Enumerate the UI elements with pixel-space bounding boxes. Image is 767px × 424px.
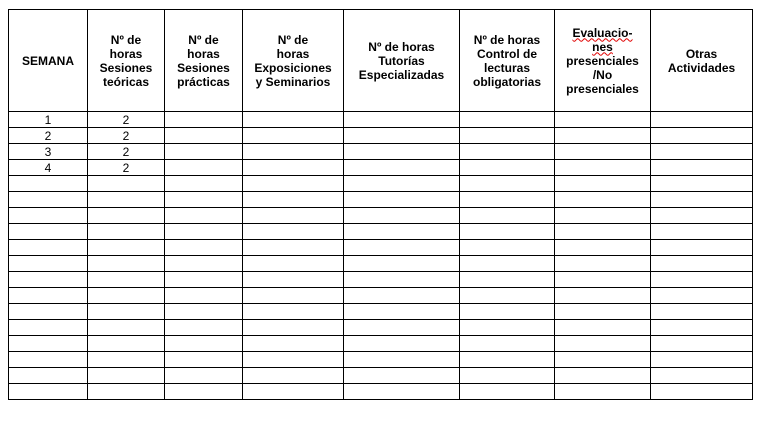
table-cell-tutorias: [344, 272, 460, 288]
column-header-teoricas: [88, 10, 165, 112]
table-cell-lecturas: [460, 144, 555, 160]
column-header-line: Tutorías: [378, 53, 425, 68]
table-cell-evaluaciones: [555, 368, 651, 384]
table-cell-teoricas: [88, 368, 165, 384]
table-cell-teoricas: 2: [88, 112, 165, 128]
column-header-line: Actividades: [667, 60, 736, 75]
table-cell-otras: [651, 160, 753, 176]
table-cell-otras: [651, 304, 753, 320]
table-cell-exposiciones: [243, 272, 344, 288]
table-cell-evaluaciones: [555, 208, 651, 224]
column-header-line: Nº de: [110, 32, 142, 47]
table-cell-otras: [651, 288, 753, 304]
table-row: [9, 192, 753, 208]
table-cell-otras: [651, 128, 753, 144]
table-cell-exposiciones: [243, 240, 344, 256]
table-row: [9, 368, 753, 384]
column-header-otras: [651, 10, 753, 112]
table-row: [9, 352, 753, 368]
column-header-line: Nº de horas: [473, 32, 541, 47]
table-cell-evaluaciones: [555, 144, 651, 160]
column-header-line: Especializadas: [358, 67, 445, 82]
table-cell-semana: [9, 272, 88, 288]
table-cell-tutorias: [344, 176, 460, 192]
table-cell-semana: [9, 304, 88, 320]
column-header-line: Exposiciones: [254, 60, 332, 75]
table-cell-lecturas: [460, 240, 555, 256]
table-cell-evaluaciones: [555, 304, 651, 320]
table-cell-tutorias: [344, 112, 460, 128]
table-cell-practicas: [165, 304, 243, 320]
table-cell-evaluaciones: [555, 272, 651, 288]
table-cell-tutorias: [344, 384, 460, 400]
table-cell-teoricas: [88, 384, 165, 400]
column-header-line: lecturas: [483, 60, 531, 75]
table-cell-tutorias: [344, 368, 460, 384]
column-header-lecturas: [460, 10, 555, 112]
table-cell-lecturas: [460, 304, 555, 320]
table-cell-tutorias: [344, 160, 460, 176]
table-cell-exposiciones: [243, 368, 344, 384]
table-cell-exposiciones: [243, 208, 344, 224]
table-cell-tutorias: [344, 224, 460, 240]
table-cell-semana: [9, 224, 88, 240]
table-cell-teoricas: [88, 288, 165, 304]
table-cell-semana: [9, 288, 88, 304]
table-row: [9, 224, 753, 240]
table-cell-practicas: [165, 160, 243, 176]
table-cell-semana: 2: [9, 128, 88, 144]
column-header-line: Evaluacio-: [572, 25, 633, 40]
table-cell-lecturas: [460, 160, 555, 176]
table-cell-semana: [9, 352, 88, 368]
table-cell-practicas: [165, 384, 243, 400]
table-cell-lecturas: [460, 256, 555, 272]
table-cell-practicas: [165, 176, 243, 192]
table-cell-exposiciones: [243, 192, 344, 208]
table-cell-practicas: [165, 368, 243, 384]
column-header-semana: [9, 10, 88, 112]
table-cell-tutorias: [344, 240, 460, 256]
column-header-line: y Seminarios: [255, 74, 331, 89]
table-cell-practicas: [165, 128, 243, 144]
table-cell-lecturas: [460, 128, 555, 144]
table-cell-practicas: [165, 112, 243, 128]
table-cell-teoricas: [88, 208, 165, 224]
table-cell-teoricas: [88, 176, 165, 192]
table-cell-tutorias: [344, 288, 460, 304]
table-cell-lecturas: [460, 384, 555, 400]
table-row: [9, 176, 753, 192]
table-cell-evaluaciones: [555, 176, 651, 192]
table-row: [9, 112, 753, 128]
table-cell-teoricas: [88, 224, 165, 240]
column-header-line: Sesiones: [99, 60, 153, 75]
table-row: [9, 304, 753, 320]
table-cell-otras: [651, 208, 753, 224]
table-cell-exposiciones: [243, 384, 344, 400]
column-header-line: /No: [592, 67, 613, 82]
table-cell-otras: [651, 272, 753, 288]
column-header-line: nes: [592, 39, 613, 54]
table-cell-tutorias: [344, 128, 460, 144]
table-cell-lecturas: [460, 352, 555, 368]
table-cell-lecturas: [460, 224, 555, 240]
column-header-line: presenciales: [566, 53, 639, 68]
table-cell-teoricas: [88, 320, 165, 336]
column-header-line: presenciales: [566, 81, 639, 96]
table-cell-tutorias: [344, 352, 460, 368]
table-cell-evaluaciones: [555, 384, 651, 400]
table-cell-lecturas: [460, 368, 555, 384]
table-cell-practicas: [165, 192, 243, 208]
table-header-row: [9, 10, 753, 112]
table-cell-practicas: [165, 144, 243, 160]
table-cell-exposiciones: [243, 144, 344, 160]
table-cell-evaluaciones: [555, 160, 651, 176]
table-cell-teoricas: [88, 192, 165, 208]
table-cell-lecturas: [460, 272, 555, 288]
table-cell-otras: [651, 336, 753, 352]
column-header-exposiciones: [243, 10, 344, 112]
column-header-line: Control de: [477, 46, 537, 61]
table-cell-exposiciones: [243, 336, 344, 352]
table-row: [9, 256, 753, 272]
table-cell-exposiciones: [243, 160, 344, 176]
table-cell-semana: [9, 208, 88, 224]
table-cell-evaluaciones: [555, 288, 651, 304]
column-header-line: prácticas: [177, 74, 230, 89]
column-header-line: Nº de horas: [368, 39, 435, 54]
table-cell-teoricas: [88, 304, 165, 320]
table-cell-exposiciones: [243, 320, 344, 336]
table-cell-otras: [651, 320, 753, 336]
table-cell-otras: [651, 176, 753, 192]
table-cell-otras: [651, 192, 753, 208]
table-row: [9, 160, 753, 176]
table-cell-semana: [9, 176, 88, 192]
table-cell-practicas: [165, 208, 243, 224]
table-cell-teoricas: [88, 352, 165, 368]
table-row: [9, 320, 753, 336]
table-cell-semana: [9, 368, 88, 384]
table-cell-tutorias: [344, 320, 460, 336]
column-header-line: obligatorias: [472, 74, 541, 89]
table-body: [9, 112, 753, 400]
table-cell-otras: [651, 384, 753, 400]
table-cell-tutorias: [344, 144, 460, 160]
table-cell-semana: [9, 320, 88, 336]
table-cell-exposiciones: [243, 112, 344, 128]
table-cell-lecturas: [460, 112, 555, 128]
column-header-line: Nº de: [277, 32, 309, 47]
table-cell-evaluaciones: [555, 240, 651, 256]
table-cell-evaluaciones: [555, 336, 651, 352]
table-row: [9, 208, 753, 224]
table-cell-otras: [651, 352, 753, 368]
table-row: [9, 384, 753, 400]
column-header-line: Sesiones: [177, 60, 230, 75]
table-cell-semana: [9, 240, 88, 256]
table-cell-teoricas: [88, 240, 165, 256]
column-header-line: Nº de: [188, 32, 219, 47]
table-cell-otras: [651, 144, 753, 160]
table-cell-semana: [9, 256, 88, 272]
table-cell-lecturas: [460, 288, 555, 304]
table-cell-semana: [9, 336, 88, 352]
table-cell-exposiciones: [243, 256, 344, 272]
table-cell-teoricas: [88, 256, 165, 272]
column-header-line: teóricas: [102, 74, 150, 89]
table-cell-exposiciones: [243, 128, 344, 144]
table-cell-exposiciones: [243, 224, 344, 240]
table-cell-exposiciones: [243, 176, 344, 192]
table-cell-otras: [651, 112, 753, 128]
table-cell-practicas: [165, 320, 243, 336]
table-cell-teoricas: [88, 336, 165, 352]
table-cell-lecturas: [460, 176, 555, 192]
table-cell-evaluaciones: [555, 320, 651, 336]
table-row: [9, 128, 753, 144]
table-cell-teoricas: [88, 272, 165, 288]
column-header-evaluaciones: [555, 10, 651, 112]
weekly-hours-table: [8, 9, 753, 400]
table-cell-practicas: [165, 272, 243, 288]
table-cell-exposiciones: [243, 304, 344, 320]
column-header-tutorias: [344, 10, 460, 112]
table-cell-lecturas: [460, 336, 555, 352]
table-cell-evaluaciones: [555, 192, 651, 208]
table-cell-otras: [651, 368, 753, 384]
column-header-practicas: [165, 10, 243, 112]
table-cell-teoricas: 2: [88, 144, 165, 160]
table-row: [9, 272, 753, 288]
table-cell-evaluaciones: [555, 128, 651, 144]
table-cell-semana: [9, 192, 88, 208]
table-cell-lecturas: [460, 208, 555, 224]
table-cell-otras: [651, 224, 753, 240]
table-cell-teoricas: 2: [88, 160, 165, 176]
table-cell-otras: [651, 240, 753, 256]
table-row: [9, 288, 753, 304]
table-cell-semana: 1: [9, 112, 88, 128]
table-cell-otras: [651, 256, 753, 272]
table-cell-practicas: [165, 352, 243, 368]
table-cell-exposiciones: [243, 288, 344, 304]
table-cell-practicas: [165, 336, 243, 352]
table-cell-evaluaciones: [555, 256, 651, 272]
table-cell-semana: 3: [9, 144, 88, 160]
table-cell-tutorias: [344, 336, 460, 352]
table-cell-tutorias: [344, 256, 460, 272]
table-cell-teoricas: 2: [88, 128, 165, 144]
table-cell-semana: 4: [9, 160, 88, 176]
table-row: [9, 144, 753, 160]
table-row: [9, 336, 753, 352]
table-cell-tutorias: [344, 192, 460, 208]
column-header-line: SEMANA: [21, 53, 74, 68]
table-cell-evaluaciones: [555, 352, 651, 368]
table-cell-evaluaciones: [555, 112, 651, 128]
column-header-line: horas: [109, 46, 143, 61]
table-cell-lecturas: [460, 192, 555, 208]
table-cell-tutorias: [344, 304, 460, 320]
table-cell-tutorias: [344, 208, 460, 224]
table-cell-lecturas: [460, 320, 555, 336]
table-cell-practicas: [165, 288, 243, 304]
table-cell-exposiciones: [243, 352, 344, 368]
table-cell-practicas: [165, 240, 243, 256]
column-header-line: horas: [276, 46, 310, 61]
column-header-line: Otras: [685, 46, 718, 61]
column-header-line: horas: [187, 46, 220, 61]
table-cell-practicas: [165, 224, 243, 240]
table-cell-evaluaciones: [555, 224, 651, 240]
table-cell-practicas: [165, 256, 243, 272]
table-cell-semana: [9, 384, 88, 400]
table-row: [9, 240, 753, 256]
